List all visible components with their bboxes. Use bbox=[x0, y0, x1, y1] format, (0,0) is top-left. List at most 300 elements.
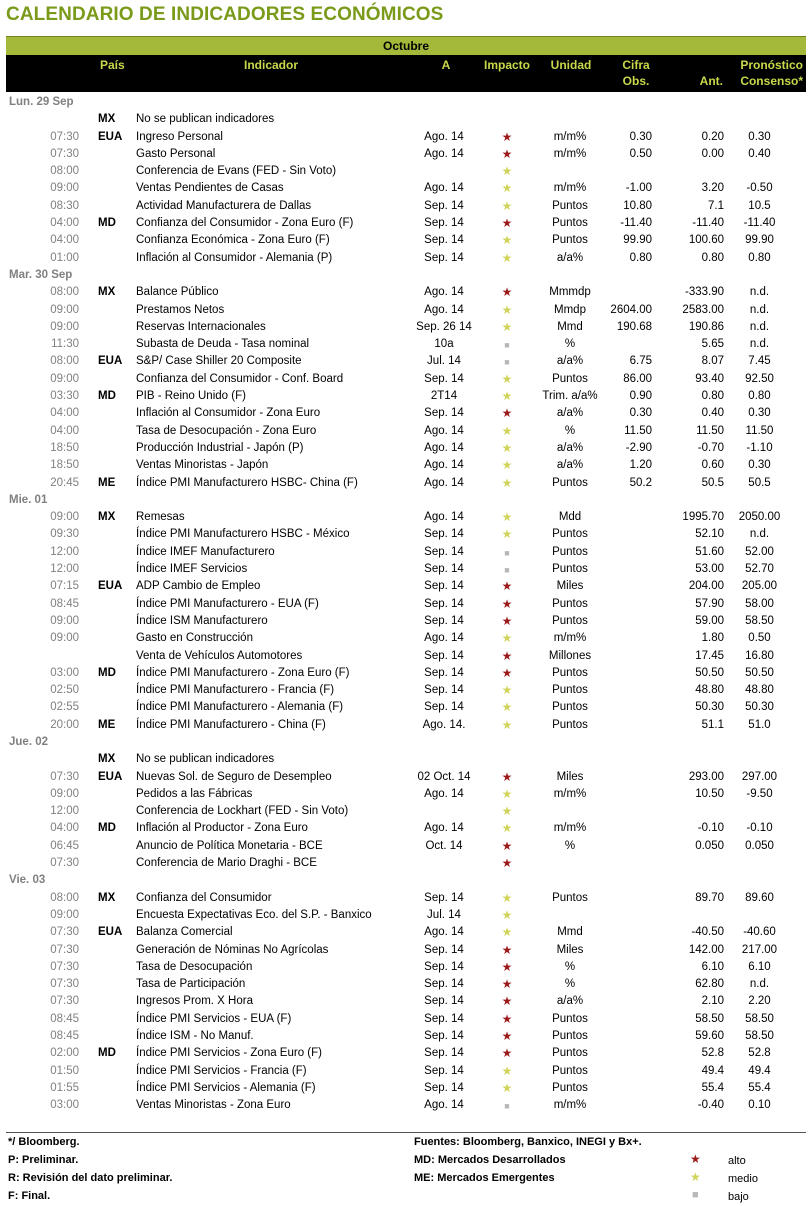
consensus-cell: 52.8 bbox=[748, 1047, 771, 1060]
time-cell: 20:45 bbox=[50, 476, 79, 489]
impact-bajo-square-icon: ■ bbox=[504, 1101, 510, 1112]
table-row bbox=[6, 578, 806, 595]
impact-medio-star-icon: ★ bbox=[501, 786, 513, 801]
table-row bbox=[6, 1028, 806, 1045]
time-cell: 08:00 bbox=[50, 891, 79, 904]
header-obs: Obs. bbox=[622, 74, 650, 88]
impact-medio-star-icon: ★ bbox=[501, 527, 513, 542]
previous-cell: 8.07 bbox=[701, 355, 724, 368]
consensus-cell: 297.00 bbox=[741, 770, 778, 783]
impact-bajo-square-icon: ■ bbox=[504, 340, 510, 351]
impact-medio-star-icon: ★ bbox=[501, 683, 513, 698]
table-row bbox=[6, 353, 806, 370]
indicator-cell: Índice PMI Manufacturero - Alemania (F) bbox=[136, 701, 344, 714]
previous-cell: 0.80 bbox=[701, 251, 724, 264]
indicator-cell: Índice PMI Manufacturero HSBC- China (F) bbox=[136, 476, 358, 489]
country-cell: MX bbox=[98, 511, 116, 524]
table-row bbox=[6, 336, 806, 353]
unit-cell: Puntos bbox=[552, 563, 588, 576]
unit-cell: m/m% bbox=[553, 822, 587, 835]
table-row bbox=[6, 111, 806, 128]
indicator-cell: Ventas Pendientes de Casas bbox=[136, 182, 284, 195]
time-cell: 08:45 bbox=[50, 1012, 79, 1025]
unit-cell: % bbox=[564, 978, 576, 991]
previous-cell: 1.80 bbox=[701, 632, 724, 645]
period-cell: Ago. 14 bbox=[424, 441, 464, 454]
impact-medio-star-icon: ★ bbox=[501, 198, 513, 213]
previous-cell: -11.40 bbox=[692, 217, 724, 230]
impact-bajo-square-icon: ■ bbox=[504, 547, 510, 558]
unit-cell: m/m% bbox=[553, 632, 587, 645]
time-cell: 08:00 bbox=[50, 165, 79, 178]
consensus-cell: 0.30 bbox=[748, 459, 771, 472]
period-cell: Sep. 14 bbox=[424, 701, 464, 714]
impact-alto-star-icon: ★ bbox=[501, 1029, 513, 1044]
table-row bbox=[6, 250, 806, 267]
consensus-cell: 0.40 bbox=[748, 147, 771, 160]
unit-cell: a/a% bbox=[556, 407, 584, 420]
previous-cell: 53.00 bbox=[695, 563, 724, 576]
indicator-cell: Nuevas Sol. de Seguro de Desempleo bbox=[136, 770, 332, 783]
unit-cell: a/a% bbox=[556, 355, 584, 368]
day-header-row bbox=[6, 492, 806, 509]
unit-cell: a/a% bbox=[556, 995, 584, 1008]
consensus-cell: 10.5 bbox=[748, 199, 771, 212]
day-label: Mie. 01 bbox=[9, 493, 48, 506]
indicator-cell: Reservas Internacionales bbox=[136, 320, 266, 333]
impact-alto-star-icon: ★ bbox=[501, 406, 513, 421]
legend-medio-star-icon: ★ bbox=[690, 1170, 701, 1184]
indicator-cell: Inflación al Productor - Zona Euro bbox=[136, 822, 308, 835]
time-cell: 02:55 bbox=[50, 701, 79, 714]
consensus-cell: 51.0 bbox=[748, 718, 771, 731]
time-cell: 07:15 bbox=[50, 580, 79, 593]
period-cell: Ago. 14 bbox=[424, 632, 464, 645]
impact-alto-star-icon: ★ bbox=[501, 665, 513, 680]
consensus-cell: 0.80 bbox=[748, 390, 771, 403]
indicator-cell: Confianza del Consumidor - Conf. Board bbox=[136, 372, 344, 385]
legend-bajo-label: bajo bbox=[728, 1191, 749, 1203]
country-cell: EUA bbox=[98, 355, 123, 368]
period-cell: 10a bbox=[434, 338, 454, 351]
previous-cell: 100.60 bbox=[688, 234, 724, 247]
previous-cell: -40.50 bbox=[691, 926, 724, 939]
day-header-row bbox=[6, 267, 806, 284]
consensus-cell: 0.80 bbox=[748, 251, 771, 264]
unit-cell: m/m% bbox=[553, 1099, 587, 1112]
consensus-cell: 217.00 bbox=[741, 943, 778, 956]
impact-medio-star-icon: ★ bbox=[501, 700, 513, 715]
impact-medio-star-icon: ★ bbox=[501, 1063, 513, 1078]
period-cell: Sep. 14 bbox=[424, 1012, 464, 1025]
observed-cell: 11.50 bbox=[624, 424, 652, 437]
consensus-cell: 99.90 bbox=[745, 234, 774, 247]
table-row bbox=[6, 388, 806, 405]
header-ant: Ant. bbox=[699, 74, 723, 88]
indicator-cell: Balance Público bbox=[136, 286, 219, 299]
consensus-cell: 11.50 bbox=[745, 424, 774, 437]
time-cell: 08:45 bbox=[50, 597, 79, 610]
period-cell: Ago. 14 bbox=[424, 787, 464, 800]
table-row bbox=[6, 890, 806, 907]
consensus-cell: 50.30 bbox=[745, 701, 774, 714]
impact-alto-star-icon: ★ bbox=[501, 977, 513, 992]
table-row bbox=[6, 699, 806, 716]
table-row bbox=[6, 630, 806, 647]
table-row bbox=[6, 907, 806, 924]
table-row bbox=[6, 423, 806, 440]
impact-medio-star-icon: ★ bbox=[501, 717, 513, 732]
unit-cell: Puntos bbox=[552, 891, 588, 904]
table-row bbox=[6, 509, 806, 526]
period-cell: Ago. 14 bbox=[424, 822, 464, 835]
previous-cell: 0.00 bbox=[701, 147, 724, 160]
period-cell: Sep. 14 bbox=[424, 545, 464, 558]
consensus-cell: -9.50 bbox=[746, 787, 773, 800]
indicator-cell: Ventas Minoristas - Zona Euro bbox=[136, 1099, 291, 1112]
time-cell: 02:50 bbox=[50, 684, 79, 697]
observed-cell: 10.80 bbox=[623, 199, 652, 212]
unit-cell: Puntos bbox=[552, 614, 588, 627]
previous-cell: 17.45 bbox=[695, 649, 724, 662]
period-cell: 02 Oct. 14 bbox=[417, 770, 471, 783]
impact-medio-star-icon: ★ bbox=[501, 164, 513, 179]
unit-cell: Mmdp bbox=[554, 303, 586, 316]
table-row bbox=[6, 976, 806, 993]
country-cell: MD bbox=[98, 1047, 116, 1060]
legend-medio-label: medio bbox=[728, 1173, 758, 1185]
consensus-cell: 58.50 bbox=[745, 1030, 774, 1043]
indicator-cell: Remesas bbox=[136, 511, 185, 524]
previous-cell: 89.70 bbox=[695, 891, 724, 904]
indicator-cell: S&P/ Case Shiller 20 Composite bbox=[136, 355, 302, 368]
impact-alto-star-icon: ★ bbox=[501, 146, 513, 161]
consensus-cell: 7.45 bbox=[748, 355, 771, 368]
time-cell: 08:00 bbox=[50, 355, 79, 368]
impact-alto-star-icon: ★ bbox=[501, 1011, 513, 1026]
period-cell: Sep. 14 bbox=[424, 580, 464, 593]
table-row bbox=[6, 1097, 806, 1114]
time-cell: 12:00 bbox=[50, 805, 79, 818]
month-label: Octubre bbox=[382, 39, 429, 53]
day-label: Lun. 29 Sep bbox=[9, 96, 74, 108]
unit-cell: Puntos bbox=[552, 199, 588, 212]
indicator-cell: Encuesta Expectativas Eco. del S.P. - Banxico bbox=[136, 908, 372, 921]
consensus-cell: 50.5 bbox=[748, 476, 771, 489]
unit-cell: Puntos bbox=[552, 476, 588, 489]
impact-medio-star-icon: ★ bbox=[501, 804, 513, 819]
consensus-cell: 89.60 bbox=[745, 891, 774, 904]
consensus-cell: 0.10 bbox=[748, 1099, 771, 1112]
period-cell: Ago. 14 bbox=[424, 476, 464, 489]
table-row bbox=[6, 232, 806, 249]
unit-cell: Puntos bbox=[552, 1030, 588, 1043]
consensus-cell: n.d. bbox=[749, 978, 770, 991]
time-cell: 07:30 bbox=[50, 147, 79, 160]
table-row bbox=[6, 924, 806, 941]
impact-medio-star-icon: ★ bbox=[501, 475, 513, 490]
previous-cell: 51.60 bbox=[695, 545, 724, 558]
impact-medio-star-icon: ★ bbox=[501, 233, 513, 248]
indicator-cell: Índice PMI Servicios - Zona Euro (F) bbox=[136, 1047, 322, 1060]
table-row bbox=[6, 613, 806, 630]
period-cell: Sep. 14 bbox=[424, 995, 464, 1008]
country-cell: MX bbox=[98, 286, 116, 299]
observed-cell: 99.90 bbox=[623, 234, 652, 247]
period-cell: Sep. 14 bbox=[424, 217, 464, 230]
impact-medio-star-icon: ★ bbox=[501, 440, 513, 455]
country-cell: MX bbox=[98, 891, 116, 904]
previous-cell: 142.00 bbox=[688, 943, 724, 956]
period-cell: Sep. 14 bbox=[424, 1064, 464, 1077]
header-unidad: Unidad bbox=[550, 58, 592, 72]
impact-medio-star-icon: ★ bbox=[501, 389, 513, 404]
time-cell: 09:00 bbox=[50, 632, 79, 645]
time-cell: 03:00 bbox=[50, 666, 79, 679]
previous-cell: 50.5 bbox=[701, 476, 724, 489]
previous-cell: 93.40 bbox=[695, 372, 724, 385]
table-row bbox=[6, 1045, 806, 1062]
unit-cell: Puntos bbox=[552, 1047, 588, 1060]
indicator-cell: Inflación al Consumidor - Zona Euro bbox=[136, 407, 321, 420]
period-cell: Ago. 14 bbox=[424, 424, 464, 437]
period-cell: Sep. 14 bbox=[424, 978, 464, 991]
indicator-cell: Confianza del Consumidor - Zona Euro (F) bbox=[136, 217, 354, 230]
country-cell: MD bbox=[98, 217, 116, 230]
table-row bbox=[6, 993, 806, 1010]
previous-cell: 204.00 bbox=[688, 580, 724, 593]
table-row bbox=[6, 751, 806, 768]
indicator-cell: Gasto en Construcción bbox=[136, 632, 253, 645]
footer-divider bbox=[6, 1132, 806, 1133]
indicator-cell: No se publican indicadores bbox=[136, 113, 275, 126]
observed-cell: -11.40 bbox=[620, 217, 652, 230]
indicator-cell: PIB - Reino Unido (F) bbox=[136, 390, 246, 403]
consensus-cell: 0.30 bbox=[748, 407, 771, 420]
table-row bbox=[6, 561, 806, 578]
impact-medio-star-icon: ★ bbox=[501, 458, 513, 473]
consensus-cell: 92.50 bbox=[745, 372, 774, 385]
table-row bbox=[6, 544, 806, 561]
unit-cell: Puntos bbox=[552, 528, 588, 541]
table-row bbox=[6, 648, 806, 665]
observed-cell: 0.30 bbox=[629, 407, 652, 420]
previous-cell: -0.10 bbox=[697, 822, 724, 835]
time-cell: 01:50 bbox=[50, 1064, 79, 1077]
consensus-cell: 6.10 bbox=[748, 960, 771, 973]
consensus-cell: 0.30 bbox=[748, 130, 771, 143]
table-row bbox=[6, 786, 806, 803]
previous-cell: 52.8 bbox=[701, 1047, 724, 1060]
indicator-cell: Índice PMI Manufacturero - EUA (F) bbox=[136, 597, 319, 610]
period-cell: Ago. 14 bbox=[424, 511, 464, 524]
unit-cell: % bbox=[564, 839, 576, 852]
legend-alto-label: alto bbox=[728, 1155, 746, 1167]
time-cell: 09:00 bbox=[50, 908, 79, 921]
previous-cell: 50.50 bbox=[695, 666, 724, 679]
period-cell: Sep. 14 bbox=[424, 684, 464, 697]
consensus-cell: 58.50 bbox=[745, 1012, 774, 1025]
unit-cell: m/m% bbox=[553, 182, 587, 195]
time-cell: 08:45 bbox=[50, 1030, 79, 1043]
impact-medio-star-icon: ★ bbox=[501, 510, 513, 525]
time-cell: 09:30 bbox=[50, 528, 79, 541]
period-cell: Ago. 14 bbox=[424, 130, 464, 143]
observed-cell: -2.90 bbox=[625, 441, 652, 454]
period-cell: Sep. 14 bbox=[424, 614, 464, 627]
indicator-cell: Subasta de Deuda - Tasa nominal bbox=[136, 338, 310, 351]
indicator-cell: Ingreso Personal bbox=[136, 130, 223, 143]
period-cell: 2T14 bbox=[430, 390, 458, 403]
unit-cell: Mmd bbox=[557, 320, 583, 333]
impact-alto-star-icon: ★ bbox=[501, 216, 513, 231]
time-cell: 07:30 bbox=[50, 943, 79, 956]
indicator-cell: Tasa de Desocupación - Zona Euro bbox=[136, 424, 317, 437]
consensus-cell: -0.10 bbox=[746, 822, 773, 835]
previous-cell: 10.50 bbox=[695, 787, 724, 800]
consensus-cell: 0.50 bbox=[748, 632, 771, 645]
period-cell: Sep. 14 bbox=[424, 943, 464, 956]
table-row bbox=[6, 942, 806, 959]
observed-cell: 0.80 bbox=[629, 251, 652, 264]
consensus-cell: 2050.00 bbox=[738, 511, 781, 524]
consensus-cell: -11.40 bbox=[743, 217, 776, 230]
period-cell: Sep. 14 bbox=[424, 372, 464, 385]
previous-cell: -0.70 bbox=[697, 441, 724, 454]
time-cell: 01:55 bbox=[50, 1081, 79, 1094]
time-cell: 09:00 bbox=[50, 303, 79, 316]
consensus-cell: n.d. bbox=[749, 286, 770, 299]
consensus-cell: 58.50 bbox=[745, 614, 774, 627]
previous-cell: 1995.70 bbox=[682, 511, 724, 524]
time-cell: 09:00 bbox=[50, 614, 79, 627]
time-cell: 07:30 bbox=[50, 130, 79, 143]
day-header-row bbox=[6, 872, 806, 889]
time-cell: 07:30 bbox=[50, 926, 79, 939]
previous-cell: 57.90 bbox=[695, 597, 724, 610]
indicator-cell: Índice ISM - No Manuf. bbox=[136, 1030, 254, 1043]
period-cell: Sep. 14 bbox=[424, 1047, 464, 1060]
table-row bbox=[6, 769, 806, 786]
footnote-revision: R: Revisión del dato preliminar. bbox=[8, 1172, 173, 1184]
unit-cell: Mdd bbox=[558, 511, 582, 524]
period-cell: Ago. 14 bbox=[424, 303, 464, 316]
consensus-cell: -40.60 bbox=[743, 926, 776, 939]
indicator-cell: Índice PMI Manufacturero - China (F) bbox=[136, 718, 326, 731]
period-cell: Ago. 14. bbox=[422, 718, 466, 731]
previous-cell: 59.00 bbox=[695, 614, 724, 627]
unit-cell: Miles bbox=[556, 943, 584, 956]
unit-cell: a/a% bbox=[556, 441, 584, 454]
time-cell: 01:00 bbox=[50, 251, 79, 264]
impact-medio-star-icon: ★ bbox=[501, 423, 513, 438]
previous-cell: 59.60 bbox=[695, 1030, 724, 1043]
previous-cell: 58.50 bbox=[695, 1012, 724, 1025]
unit-cell: Puntos bbox=[552, 234, 588, 247]
time-cell: 07:30 bbox=[50, 960, 79, 973]
table-row bbox=[6, 1080, 806, 1097]
period-cell: Sep. 14 bbox=[424, 563, 464, 576]
table-row bbox=[6, 855, 806, 872]
country-cell: MD bbox=[98, 822, 116, 835]
consensus-cell: 52.00 bbox=[745, 545, 774, 558]
time-cell: 07:30 bbox=[50, 770, 79, 783]
unit-cell: Puntos bbox=[552, 1012, 588, 1025]
time-cell: 08:00 bbox=[50, 286, 79, 299]
period-cell: Sep. 14 bbox=[424, 528, 464, 541]
indicator-cell: Conferencia de Evans (FED - Sin Voto) bbox=[136, 165, 337, 178]
impact-bajo-square-icon: ■ bbox=[504, 565, 510, 576]
previous-cell: 50.30 bbox=[695, 701, 724, 714]
footnote-me: ME: Mercados Emergentes bbox=[414, 1172, 555, 1184]
unit-cell: Puntos bbox=[552, 1064, 588, 1077]
consensus-cell: 0.050 bbox=[745, 839, 774, 852]
unit-cell: Puntos bbox=[552, 372, 588, 385]
consensus-cell: n.d. bbox=[749, 338, 770, 351]
footnote-final: F: Final. bbox=[8, 1190, 51, 1202]
period-cell: Oct. 14 bbox=[425, 839, 463, 852]
header-pais: País bbox=[100, 58, 125, 72]
table-row bbox=[6, 457, 806, 474]
page-title: CALENDARIO DE INDICADORES ECONÓMICOS bbox=[6, 4, 444, 25]
indicator-cell: Índice PMI Servicios - EUA (F) bbox=[136, 1012, 292, 1025]
impact-medio-star-icon: ★ bbox=[501, 250, 513, 265]
country-cell: ME bbox=[98, 718, 116, 731]
table-row bbox=[6, 440, 806, 457]
indicator-cell: ADP Cambio de Empleo bbox=[136, 580, 261, 593]
time-cell: 08:30 bbox=[50, 199, 79, 212]
header-indicador: Indicador bbox=[243, 58, 298, 72]
time-cell: 02:00 bbox=[50, 1047, 79, 1060]
country-cell: MX bbox=[98, 113, 116, 126]
period-cell: Jul. 14 bbox=[427, 355, 461, 368]
observed-cell: 86.00 bbox=[623, 372, 652, 385]
footnote-fuentes: Fuentes: Bloomberg, Banxico, INEGI y Bx+. bbox=[414, 1136, 642, 1148]
impact-alto-star-icon: ★ bbox=[501, 596, 513, 611]
period-cell: Sep. 14 bbox=[424, 666, 464, 679]
unit-cell: % bbox=[564, 338, 576, 351]
previous-cell: 6.10 bbox=[701, 960, 724, 973]
time-cell: 09:00 bbox=[50, 320, 79, 333]
observed-cell: 6.75 bbox=[629, 355, 652, 368]
table-row bbox=[6, 198, 806, 215]
unit-cell: Puntos bbox=[552, 684, 588, 697]
previous-cell: 55.4 bbox=[701, 1081, 724, 1094]
header-impacto: Impacto bbox=[483, 58, 530, 72]
observed-cell: 50.2 bbox=[629, 476, 652, 489]
indicator-cell: Confianza del Consumidor bbox=[136, 891, 272, 904]
observed-cell: 0.50 bbox=[629, 147, 652, 160]
unit-cell: Puntos bbox=[552, 701, 588, 714]
table-row bbox=[6, 820, 806, 837]
impact-alto-star-icon: ★ bbox=[501, 579, 513, 594]
previous-cell: 49.4 bbox=[701, 1064, 724, 1077]
indicator-cell: Índice ISM Manufacturero bbox=[136, 614, 268, 627]
day-header-row bbox=[6, 734, 806, 751]
impact-bajo-square-icon: ■ bbox=[504, 357, 510, 368]
time-cell: 09:00 bbox=[50, 372, 79, 385]
period-cell: Ago. 14 bbox=[424, 926, 464, 939]
unit-cell: Puntos bbox=[552, 217, 588, 230]
unit-cell: Miles bbox=[556, 770, 584, 783]
indicator-cell: Tasa de Participación bbox=[136, 978, 246, 991]
indicator-cell: Índice PMI Manufacturero - Zona Euro (F) bbox=[136, 666, 350, 679]
observed-cell: 1.20 bbox=[629, 459, 652, 472]
time-cell: 04:00 bbox=[50, 234, 79, 247]
unit-cell: Puntos bbox=[552, 718, 588, 731]
table-row bbox=[6, 146, 806, 163]
previous-cell: 51.1 bbox=[701, 718, 724, 731]
